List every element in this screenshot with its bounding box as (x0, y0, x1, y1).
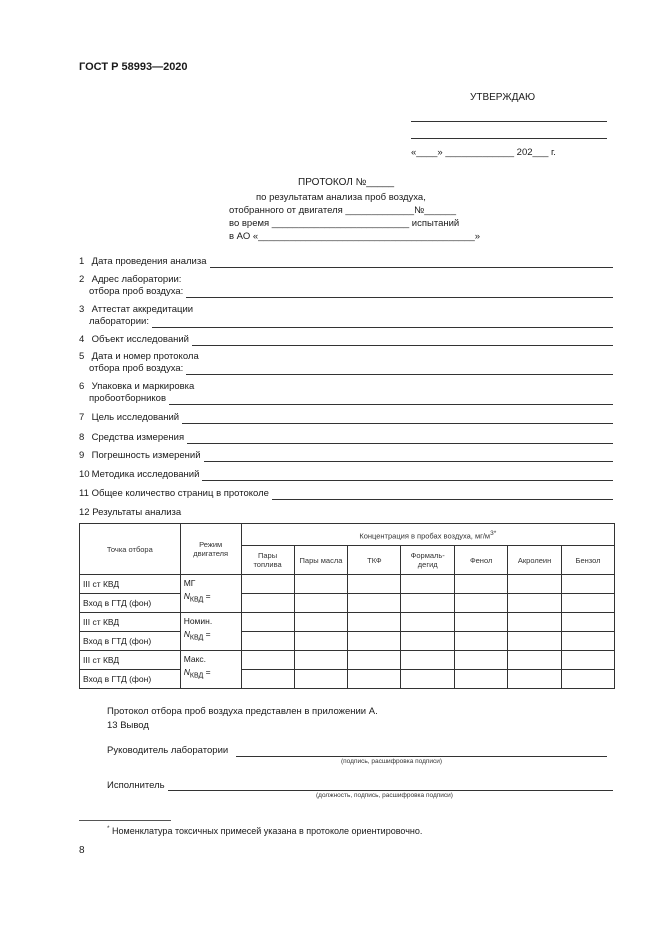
value-cell[interactable] (508, 632, 562, 651)
field-6-packaging: 6 Упаковка и маркировка пробоотборников (79, 381, 613, 405)
approve-name-line (411, 138, 607, 139)
col-header-mode: Режим двигателя (180, 524, 241, 575)
document-standard-header: ГОСТ Р 58993—2020 (79, 61, 188, 73)
fill-line[interactable] (169, 395, 613, 405)
col-header-concentration: Концентрация в пробах воздуха, $мг/м^{3*}$ (241, 524, 614, 546)
row-point: Вход в ГТД (фон) (80, 594, 181, 613)
value-cell[interactable] (562, 575, 615, 594)
value-cell[interactable] (508, 594, 562, 613)
value-cell[interactable] (348, 613, 401, 632)
results-table (79, 523, 615, 689)
field-11-page-count: 11 Общее количество страниц в протоколе (79, 488, 613, 500)
approve-title: УТВЕРЖДАЮ (470, 92, 536, 103)
value-cell[interactable] (401, 632, 455, 651)
row-point: III ст КВД (80, 613, 181, 632)
field-7-purpose: 7 Цель исследований (79, 412, 613, 424)
executor-hint: (должность, подпись, расшифровка подписи) (316, 792, 453, 799)
field-5-sampling-protocol: 5 Дата и номер протокола отбора проб воздуха: (79, 351, 613, 375)
fill-line[interactable] (182, 414, 613, 424)
field-8-instruments: 8 Средства измерения (79, 432, 613, 444)
value-cell[interactable] (508, 651, 562, 670)
mode-cell: МГ $N_{КВД}$ = (180, 575, 241, 613)
value-cell[interactable] (294, 575, 348, 594)
protocol-line-4: в АО «_________________________________________» (229, 231, 481, 242)
value-cell[interactable] (401, 670, 455, 689)
value-cell[interactable] (508, 613, 562, 632)
fill-line[interactable] (186, 288, 613, 298)
footnote: * Номенклатура токсичных примесей указана в протоколе ориентировочно. (107, 825, 423, 836)
field-3-accreditation: 3 Аттестат аккредитации лаборатории: (79, 304, 613, 328)
col-header-substance: Фенол (455, 546, 508, 575)
value-cell[interactable] (294, 651, 348, 670)
approve-signature-line (411, 121, 607, 122)
value-cell[interactable] (348, 575, 401, 594)
value-cell[interactable] (562, 632, 615, 651)
value-cell[interactable] (348, 670, 401, 689)
head-lab-hint: (подпись, расшифровка подписи) (341, 758, 443, 765)
appendix-note: Протокол отбора проб воздуха представлен в приложении А. (107, 706, 378, 717)
value-cell[interactable] (455, 632, 508, 651)
protocol-line-1: по результатам анализа проб воздуха, (256, 192, 426, 203)
value-cell[interactable] (348, 632, 401, 651)
fill-line[interactable] (186, 365, 613, 375)
col-header-substance: Формаль-дегид (401, 546, 455, 575)
value-cell[interactable] (241, 651, 294, 670)
mode-cell: Номин. $N_{КВД}$ = (180, 613, 241, 651)
value-cell[interactable] (401, 651, 455, 670)
value-cell[interactable] (562, 670, 615, 689)
col-header-point: Точка отбора (80, 524, 181, 575)
value-cell[interactable] (241, 613, 294, 632)
value-cell[interactable] (455, 575, 508, 594)
protocol-title: ПРОТОКОЛ №_____ (298, 177, 395, 188)
row-point: III ст КВД (80, 651, 181, 670)
field-1-analysis-date: 1 Дата проведения анализа (79, 256, 613, 268)
fill-line[interactable] (202, 471, 613, 481)
field-4-object: 4 Объект исследований (79, 334, 613, 346)
value-cell[interactable] (294, 613, 348, 632)
field-9-error: 9 Погрешность измерений (79, 450, 613, 462)
value-cell[interactable] (562, 651, 615, 670)
value-cell[interactable] (401, 594, 455, 613)
value-cell[interactable] (401, 575, 455, 594)
value-cell[interactable] (562, 594, 615, 613)
col-header-substance: Пары масла (294, 546, 348, 575)
value-cell[interactable] (401, 613, 455, 632)
footnote-separator (79, 820, 171, 821)
field-2-lab-address: 2 Адрес лаборатории: отбора проб воздуха: (79, 274, 613, 298)
value-cell[interactable] (455, 613, 508, 632)
value-cell[interactable] (348, 651, 401, 670)
head-lab-label: Руководитель лаборатории (107, 745, 229, 756)
fill-line[interactable] (192, 336, 613, 346)
value-cell[interactable] (294, 670, 348, 689)
value-cell[interactable] (455, 594, 508, 613)
col-header-substance: ТКФ (348, 546, 401, 575)
row-point: III ст КВД (80, 575, 181, 594)
value-cell[interactable] (455, 651, 508, 670)
fill-line[interactable] (272, 490, 613, 500)
value-cell[interactable] (241, 575, 294, 594)
page-number: 8 (79, 845, 85, 856)
results-title: 12 Результаты анализа (79, 507, 182, 518)
fill-line[interactable] (187, 434, 613, 444)
value-cell[interactable] (241, 594, 294, 613)
conclusion-heading: 13 Вывод (107, 720, 149, 731)
fill-line[interactable] (210, 258, 613, 268)
value-cell[interactable] (562, 613, 615, 632)
col-header-substance: Акролеин (508, 546, 562, 575)
executor-signature-line[interactable] (168, 790, 613, 791)
value-cell[interactable] (508, 575, 562, 594)
protocol-line-2: отобранного от двигателя _____________№______ (229, 205, 456, 216)
fill-line[interactable] (204, 452, 613, 462)
row-point: Вход в ГТД (фон) (80, 632, 181, 651)
field-10-method: 10 Методика исследований (79, 469, 613, 481)
mode-cell: Макс. $N_{КВД}$ = (180, 651, 241, 689)
approve-date-line: «____» _____________ 202___ г. (411, 147, 556, 158)
executor-label: Исполнитель (107, 780, 165, 791)
head-lab-signature-line[interactable] (236, 756, 607, 757)
value-cell[interactable] (241, 632, 294, 651)
value-cell[interactable] (455, 670, 508, 689)
value-cell[interactable] (294, 632, 348, 651)
value-cell[interactable] (294, 594, 348, 613)
row-point: Вход в ГТД (фон) (80, 670, 181, 689)
fill-line[interactable] (152, 318, 613, 328)
col-header-substance: Бензол (562, 546, 615, 575)
col-header-substance: Пары топлива (241, 546, 294, 575)
value-cell[interactable] (508, 670, 562, 689)
protocol-line-3: во время __________________________ испытаний (229, 218, 460, 229)
value-cell[interactable] (348, 594, 401, 613)
value-cell[interactable] (241, 670, 294, 689)
